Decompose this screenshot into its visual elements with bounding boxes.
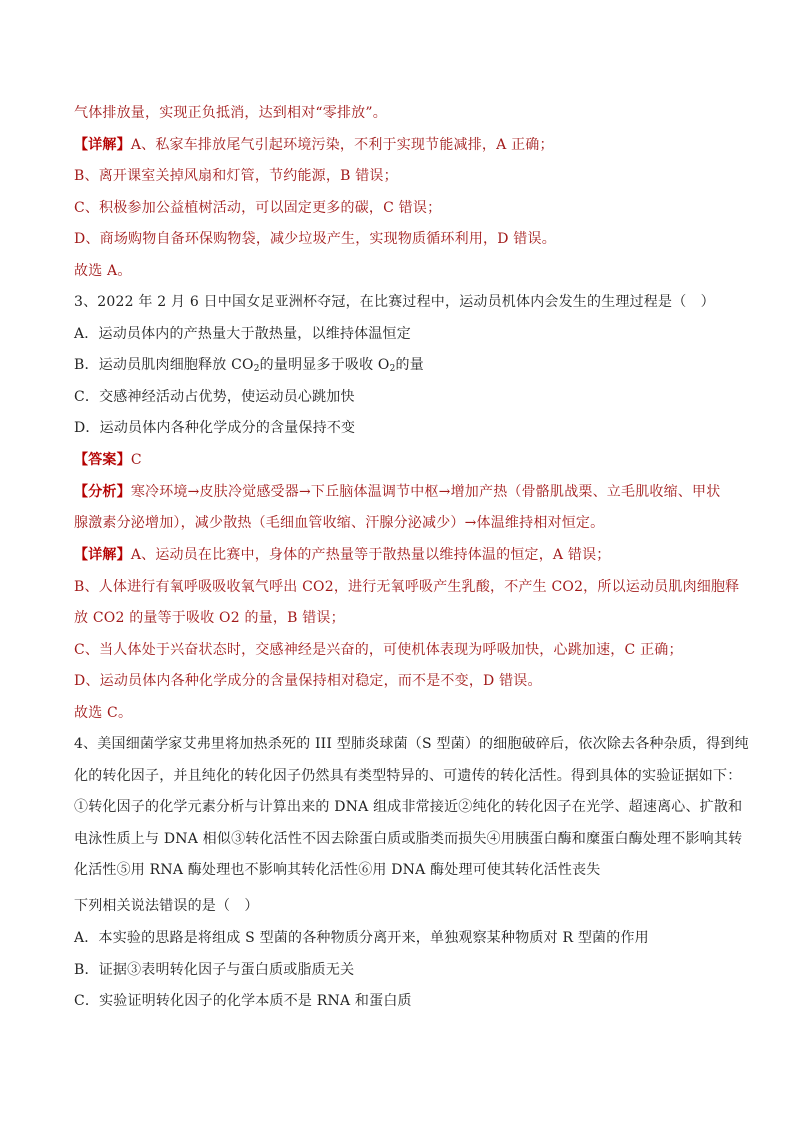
text-span: A、运动员在比赛中，身体的产热量等于散热量以维持体温的恒定，A 错误； [130,547,611,563]
text-span: B．运动员肌肉细胞释放 CO [74,357,254,373]
text-span: 的量 [395,357,424,373]
text-line: 放 CO2 的量等于吸收 O2 的量，B 错误； [74,610,345,626]
text-line: 气体排放量，实现正负抵消，达到相对“零排放”。 [74,105,387,121]
text-line: C、积极参加公益植树活动，可以固定更多的碳，C 错误； [74,200,442,216]
text-line: 腺激素分泌增加），减少散热（毛细血管收缩、汗腺分泌减少）→体温维持相对恒定。 [74,515,605,531]
option-b: B．证据③表明转化因子与蛋白质或脂质无关 [74,962,355,978]
subscript: 2 [253,364,260,374]
text-line: ①转化因子的化学元素分析与计算出来的 DNA 组成非常接近②纯化的转化因子在光学、超速离心、扩散和 [74,799,743,815]
answer-value: C [130,452,142,468]
question-stem: 3、2022 年 2 月 6 日中国女足亚洲杯夺冠，在比赛过程中，运动员机体内会发生的生理过程是（ ） [74,294,715,310]
option-a: A．运动员体内的产热量大于散热量，以维持体温恒定 [74,326,411,342]
option-b [74,355,424,375]
question-prompt: 下列相关说法错误的是（ ） [74,898,259,914]
option-a: A．本实验的思路是将组成 S 型菌的各种物质分离开来，单独观察某种物质对 R 型菌的作用 [74,930,649,946]
detail-tag: 【详解】 [74,137,131,153]
subscript: 2 [389,364,396,374]
text-line: B、人体进行有氧呼吸吸收氧气呼出 CO2，进行无氧呼吸产生乳酸，不产生 CO2，所以运动员肌肉细胞释 [74,579,740,595]
text-line: D、运动员体内各种化学成分的含量保持相对稳定，而不是不变，D 错误。 [74,673,542,689]
explanation-line [74,135,554,155]
text-line: C、当人体处于兴奋状态时，交感神经是兴奋的，可使机体表现为呼吸加快，心跳加速，C 正确； [74,642,683,658]
question-stem: 4、美国细菌学家艾弗里将加热杀死的 III 型肺炎球菌（S 型菌）的细胞破碎后，依次除去各种杂质，得到纯 [74,736,749,752]
text-span: 的量明显多于吸收 O [259,357,390,373]
detail-tag: 【详解】 [74,547,131,563]
text-line: 电泳性质上与 DNA 相似③转化活性不因去除蛋白质或脂类而损失④用胰蛋白酶和糜蛋白酶处理不影响其转 [74,831,743,847]
text-line: 故选 C。 [74,705,133,721]
option-d: D．运动员体内各种化学成分的含量保持不变 [74,420,356,436]
analysis-line [74,482,720,502]
explanation-line [74,545,610,565]
option-c: C．交感神经活动占优势，使运动员心跳加快 [74,389,355,405]
text-span: A、私家车排放尾气引起环境污染，不利于实现节能减排，A 正确； [130,137,554,153]
option-c: C．实验证明转化因子的化学本质不是 RNA 和蛋白质 [74,993,412,1009]
answer-line [74,450,142,470]
text-line: 化的转化因子，并且纯化的转化因子仍然具有类型特异的、可遗传的转化活性。得到具体的实验证据如下： [74,768,742,784]
analysis-tag: 【分析】 [74,484,131,500]
text-line: D、商场购物自备环保购物袋，减少垃圾产生，实现物质循环利用，D 错误。 [74,231,556,247]
text-line: 故选 A。 [74,263,132,279]
text-line: B、离开课室关掉风扇和灯管，节约能源，B 错误； [74,168,398,184]
answer-tag: 【答案】 [74,452,131,468]
text-line: 化活性⑤用 RNA 酶处理也不影响其转化活性⑥用 DNA 酶处理可使其转化活性丧失 [74,862,601,878]
text-span: 寒冷环境→皮肤冷觉感受器→下丘脑体温调节中枢→增加产热（骨骼肌战栗、立毛肌收缩、甲状 [130,484,721,500]
